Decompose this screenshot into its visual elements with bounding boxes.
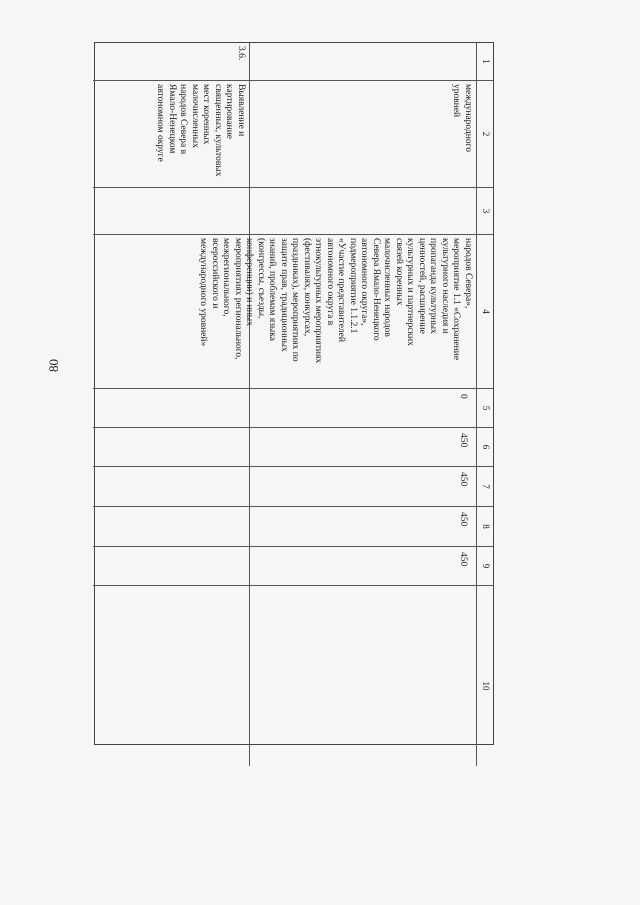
row2-name: Выявление и картирование священных, культовых мест коренных малочисленных народов Севера в Ямало-Ненецком автономном округе xyxy=(93,81,249,188)
row1-name: международного уровней xyxy=(249,81,476,188)
row2-col5 xyxy=(93,389,249,428)
row1-number xyxy=(249,43,476,81)
row2-description xyxy=(93,235,249,389)
row2-number: 3.6. xyxy=(93,43,249,81)
row2-col9 xyxy=(93,547,249,586)
header-cell-7: 7 xyxy=(476,467,493,507)
row1-col6: 450 xyxy=(249,428,476,467)
row1-col8: 450 xyxy=(249,507,476,547)
header-cell-1: 1 xyxy=(476,43,493,81)
row1-col9: 450 xyxy=(249,547,476,586)
data-table xyxy=(94,42,494,745)
header-cell-6: 6 xyxy=(476,428,493,467)
row1-col7: 450 xyxy=(249,467,476,507)
row2-col7 xyxy=(93,467,249,507)
row1-description: народов Севера», мероприятие 1.1 «Сохранение культурного наследия и пропаганда культурных ценностей, расширение культурных и партнерских связей коренных малочисленных народов Севера Ямало-Ненецкого автономного округа», подмероприятие 1.1.2.1 «Участие представителей автономного округа в этнокультурных мероприятиях (фестивалях, конкурсах, праздниках), мероприятиях по защите прав, традиционных знаний, проблемам языка (конгрессы, съезды, конференции) и иных мероприятиях регионального, межрегионального, всероссийского и международного уровней» xyxy=(249,235,476,389)
header-cell-5: 5 xyxy=(476,389,493,428)
page-number: 80 xyxy=(46,359,61,372)
header-cell-8: 8 xyxy=(476,507,493,547)
header-cell-4: 4 xyxy=(476,235,493,389)
row2-col8 xyxy=(93,507,249,547)
row2-col10 xyxy=(93,586,249,786)
header-cell-2: 2 xyxy=(476,81,493,188)
header-cell-9: 9 xyxy=(476,547,493,586)
header-cell-3: 3 xyxy=(476,188,493,235)
row1-col3 xyxy=(249,188,476,235)
row1-col5: 0 xyxy=(249,389,476,428)
row1-col10 xyxy=(249,586,476,786)
row2-col3 xyxy=(93,188,249,235)
row2-col6 xyxy=(93,428,249,467)
page-bottom-margin xyxy=(0,766,640,905)
header-cell-10: 10 xyxy=(476,586,493,786)
